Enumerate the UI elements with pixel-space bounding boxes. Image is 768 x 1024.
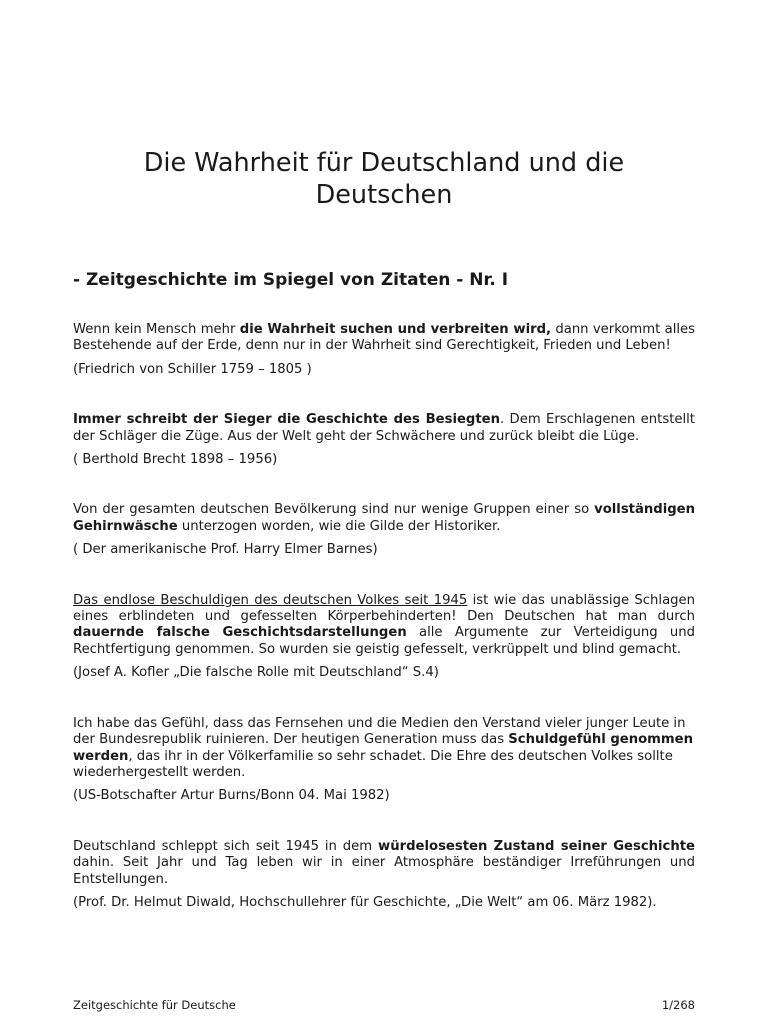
quote-text: Von der gesamten deutschen Bevölkerung sind nur wenige Gruppen einer so vollständigen Gehirnwäsche unterzogen worden, wie die Gilde der Historiker. — [73, 502, 695, 534]
page-title: Die Wahrheit für Deutschland und die Deutschen — [143, 148, 625, 210]
footer-title: Zeitgeschichte für Deutsche — [73, 998, 236, 1012]
quote-block — [73, 839, 695, 912]
quote-block — [73, 502, 695, 558]
quote-source: ( Berthold Brecht 1898 – 1956) — [73, 452, 278, 468]
page-subtitle: - Zeitgeschichte im Spiegel von Zitaten - Nr. I — [73, 270, 509, 290]
quote-block — [73, 412, 695, 468]
quote-source: (Friedrich von Schiller 1759 – 1805 ) — [73, 361, 312, 377]
quote-text: Das endlose Beschuldigen des deutschen Volkes seit 1945 ist wie das unablässige Schlagen eines erblindeten und gefesselten Körperbehinderten! Den Deutschen hat man durch dauernde falsche Geschichtsdarstellungen alle Argumente zur Verteidigung und Rechtfertigung genommen. So wurden sie geistig gefesselt, verkrüppelt und blind gemacht. — [73, 592, 695, 657]
quotes-list — [73, 322, 695, 911]
quote-text: Immer schreibt der Sieger die Geschichte des Besiegten. Dem Erschlagenen entstellt der Schläger die Züge. Aus der Welt geht der Schwächere und zurück bleibt die Lüge. — [73, 412, 695, 444]
quote-text: Ich habe das Gefühl, dass das Fernsehen und die Medien den Verstand vieler junger Leute in der Bundesrepublik ruinieren. Der heutigen Generation muss das Schuldgefühl genommen werden, das ihr in der Völkerfamilie so sehr schadet. Die Ehre des deutschen Volkes sollte wiederhergestellt werden. — [73, 715, 693, 780]
quote-text: Deutschland schleppt sich seit 1945 in dem würdelosesten Zustand seiner Geschichte dahin. Seit Jahr und Tag leben wir in einer Atmosphäre beständiger Irreführungen und Entstellungen. — [73, 838, 695, 887]
quote-block — [73, 593, 695, 682]
quote-source: (Prof. Dr. Helmut Diwald, Hochschullehrer für Geschichte, „Die Welt“ am 06. März 1982). — [73, 894, 657, 910]
quote-text: Wenn kein Mensch mehr die Wahrheit suchen und verbreiten wird, dann verkommt alles Bestehende auf der Erde, denn nur in der Wahrheit sind Gerechtigkeit, Frieden und Leben! — [73, 322, 696, 354]
page-number: 1/268 — [661, 998, 695, 1012]
quote-source: (Josef A. Kofler „Die falsche Rolle mit Deutschland“ S.4) — [73, 665, 439, 681]
quote-source: (US-Botschafter Artur Burns/Bonn 04. Mai 1982) — [73, 788, 390, 804]
quote-block — [73, 322, 695, 378]
quote-source: ( Der amerikanische Prof. Harry Elmer Barnes) — [73, 542, 378, 558]
quote-block — [73, 716, 695, 805]
